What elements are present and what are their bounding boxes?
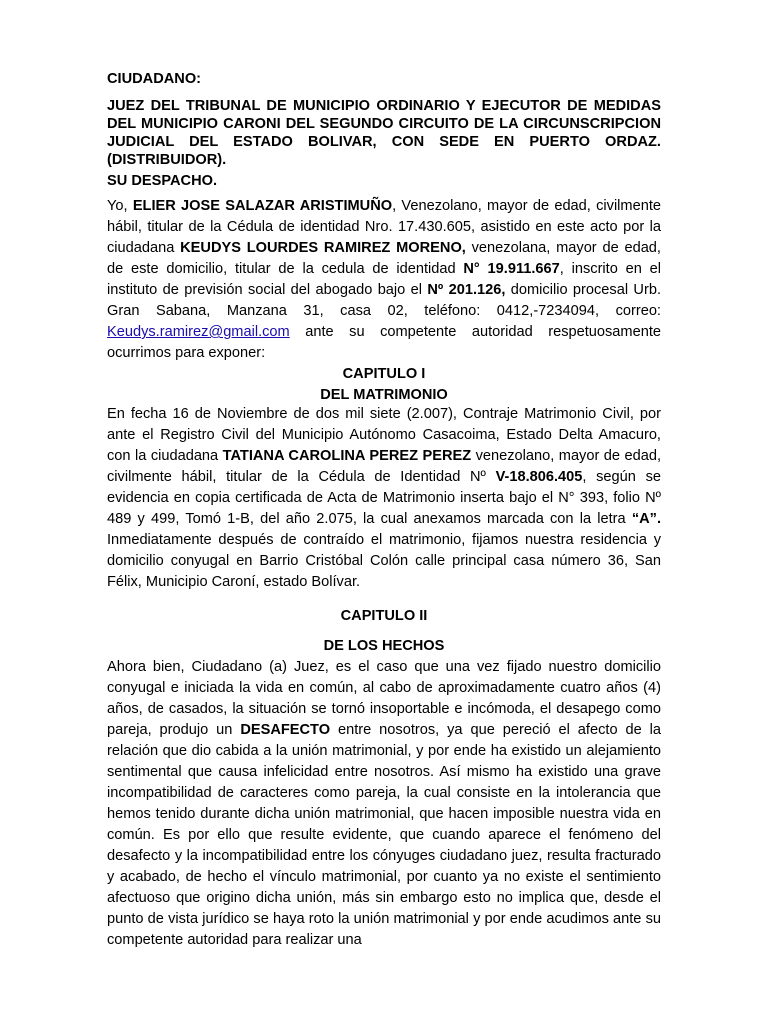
office-line: SU DESPACHO. — [107, 173, 218, 189]
intro-text-2: , Venezolano, mayor de edad, civilmente hábil, titular de la Cédula de identidad Nro. 17.430.605, asistido en este acto por la ciudadana — [107, 198, 661, 256]
intro-text-5: domicilio procesal Urb. Gran Sabana, Manzana 31, casa 02, teléfono: 0412,-7234094, correo: — [107, 282, 662, 319]
ch1-text-4: Inmediatamente después de contraído el matrimonio, fijamos nuestra residencia y domicilio conyugal en Barrio Cristóbal Colón calle principal casa número 36, San Félix, Municipio Caroní, estado Bolívar. — [107, 532, 661, 590]
ch1-text-3: , según se evidencia en copia certificada de Acta de Matrimonio inserta bajo el N° 393, folio Nº 489 y 499, Tomó 1-B, del año 2.075, la cual anexamos marcada con la letra — [107, 469, 661, 527]
exhibit-letter: “A”. — [631, 511, 661, 527]
chapter-1-subtitle: DEL MATRIMONIO — [320, 387, 448, 403]
intro-text-1: Yo, — [107, 198, 133, 214]
ipsa-number: Nº 201.126, — [427, 282, 506, 298]
email-link[interactable]: Keudys.ramirez@gmail.com — [107, 324, 290, 340]
intro-paragraph — [107, 196, 661, 364]
ch2-text-1: Ahora bien, Ciudadano (a) Juez, es el caso que una vez fijado nuestro domicilio conyugal e iniciada la vida en común, al cabo de aproximadamente cuatro años (4) años, de casados, la situación se tornó insoportable e incómoda, el desapego como pareja, produjo un — [107, 659, 661, 738]
chapter-1-paragraph — [107, 404, 661, 593]
intro-text-3: venezolana, mayor de edad, de este domicilio, titular de la cedula de identidad — [107, 240, 661, 277]
court-heading: JUEZ DEL TRIBUNAL DE MUNICIPIO ORDINARIO Y EJECUTOR DE MEDIDAS DEL MUNICIPIO CARONI DEL SEGUNDO CIRCUITO DE LA CIRCUNSCRIPCION JUDICIAL DEL ESTADO BOLIVAR, CON SEDE EN PUERTO ORDAZ. (DISTRIBUIDOR). — [107, 98, 661, 168]
attorney-id: N° 19.911.667 — [463, 261, 560, 277]
addressee-line: CIUDADANO: — [107, 71, 202, 87]
intro-text-6: ante su competente autoridad respetuosamente ocurrimos para exponer: — [107, 324, 661, 361]
desafecto-keyword: DESAFECTO — [240, 722, 331, 738]
chapter-2-title: CAPITULO II — [340, 608, 428, 624]
ch1-text-2: venezolano, mayor de edad, civilmente hábil, titular de la Cédula de Identidad Nº — [107, 448, 662, 485]
chapter-2-paragraph — [107, 657, 661, 951]
petitioner-name: ELIER JOSE SALAZAR ARISTIMUÑO — [132, 198, 393, 214]
attorney-name: KEUDYS LOURDES RAMIREZ MORENO, — [180, 240, 466, 256]
chapter-1-title: CAPITULO I — [342, 366, 426, 382]
ch2-text-2: entre nosotros, ya que pereció el afecto de la relación que dio cabida a la unión matrimonial, y por ende ha existido un alejamiento sentimental que causa infelicidad entre nosotros. Así mismo ha existido una grave incompatibilidad de caracteres como pareja, la cual consiste en la intolerancia que hemos tenido durante dicha unión matrimonial, que hacen imposible nuestra vida en común. Es por ello que resulte evidente, que cuando aparece el fenómeno del desafecto y la incompatibilidad entre los cónyuges ciudadano juez, resulta fracturado y acabado, de hecho el vínculo matrimonial, por cuanto ya no existe el sentimiento afectuoso que origino dicha unión, más sin embargo esto no implica que, desde el punto de vista jurídico se haya roto la unión matrimonial y por ende acudimos ante su competente autoridad para realizar una — [107, 722, 661, 948]
intro-text-4: , inscrito en el instituto de previsión social del abogado bajo el — [107, 261, 661, 298]
ch1-text-1: En fecha 16 de Noviembre de dos mil siete (2.007), Contraje Matrimonio Civil, por ante el Registro Civil del Municipio Autónomo Casacoima, Estado Delta Amacuro, con la ciudadana — [107, 406, 661, 464]
spouse-id: V-18.806.405 — [495, 469, 583, 485]
chapter-2-subtitle: DE LOS HECHOS — [323, 638, 445, 654]
spouse-name: TATIANA CAROLINA PEREZ PEREZ — [222, 448, 472, 464]
